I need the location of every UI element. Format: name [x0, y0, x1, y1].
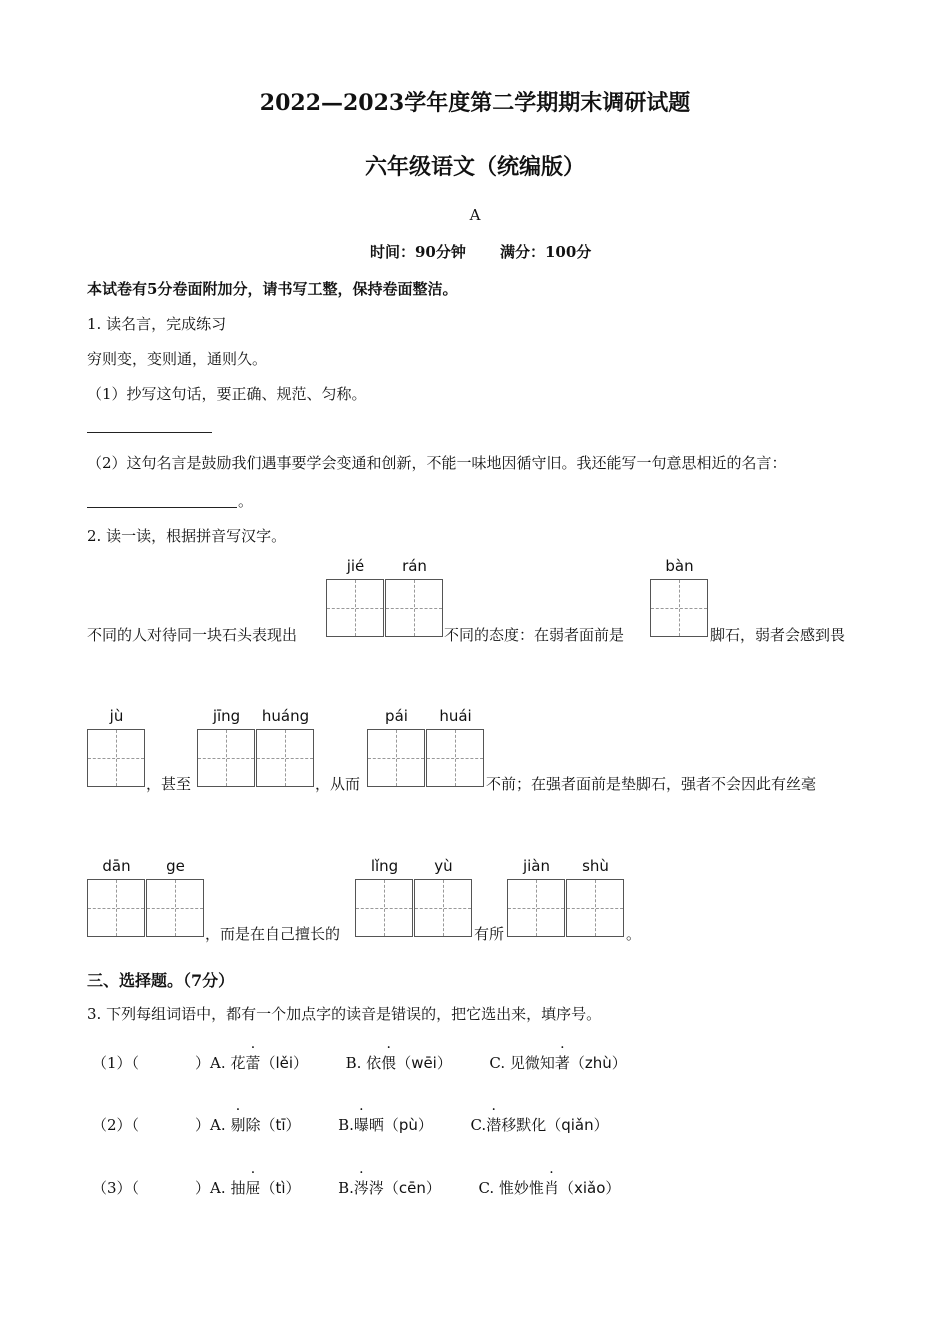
time-label: 时间：90分钟 [370, 243, 466, 261]
q1-title: 1. 读名言，完成练习 [87, 315, 227, 333]
writing-grid[interactable] [507, 879, 565, 937]
writing-grid[interactable] [566, 879, 624, 937]
writing-grid[interactable] [326, 579, 384, 637]
q1-end-mark: 。 [238, 492, 254, 510]
q2-row1-text-2: 不同的态度：在弱者面前是 [444, 626, 625, 644]
pinyin: huáng [261, 707, 310, 725]
q2-title: 2. 读一读，根据拼音写汉字。 [87, 527, 287, 545]
dotted-char: 蕾 [245, 1054, 261, 1072]
q3-item-1 [92, 1052, 627, 1073]
q2-row3-text-2: 有所 [474, 925, 505, 943]
option-b-pinyin: 晒（pù） [368, 1116, 433, 1134]
writing-grid[interactable] [146, 879, 204, 937]
pinyin: ge [166, 857, 185, 875]
option-a-pinyin: （lěi） [260, 1054, 309, 1072]
q1-quote: 穷则变，变则通，通则久。 [87, 350, 268, 368]
q2-row2-text-2: ，从而 [315, 775, 361, 793]
q2-row3-text-3: 。 [626, 925, 642, 943]
writing-grid[interactable] [426, 729, 484, 787]
score-label: 满分：100分 [500, 243, 592, 261]
pinyin: rán [402, 557, 427, 575]
writing-grid[interactable] [414, 879, 472, 937]
dotted-char: 著 [554, 1054, 570, 1072]
writing-grid[interactable] [650, 579, 708, 637]
option-c-pinyin: （xiǎo） [558, 1179, 621, 1197]
writing-grid[interactable] [87, 729, 145, 787]
option-a-label: ）A. [195, 1116, 226, 1134]
dotted-char: 肖 [543, 1179, 559, 1197]
version-label: A [469, 206, 481, 224]
option-a-label: ）A. [195, 1054, 226, 1072]
item-number: （2）（ [92, 1116, 140, 1134]
writing-grid[interactable] [87, 879, 145, 937]
dotted-char: 潜 [486, 1116, 502, 1134]
pinyin: jīng [212, 707, 241, 725]
pinyin: jù [109, 707, 124, 725]
option-b-text: B. [338, 1116, 354, 1134]
option-a-text: 花 [230, 1054, 246, 1072]
q3-item-2 [92, 1114, 609, 1135]
q3-item-3 [92, 1177, 620, 1198]
option-c-text: C. [470, 1116, 487, 1134]
dotted-char: 涔 [353, 1179, 369, 1197]
pinyin: jié [346, 557, 365, 575]
option-b-pinyin: （wēi） [396, 1054, 452, 1072]
page-title: 2022—2023学年度第二学期期末调研试题 [259, 90, 691, 116]
option-a-pinyin: （tì） [260, 1179, 301, 1197]
q1-part1: （1）抄写这句话，要正确、规范、匀称。 [87, 385, 367, 403]
section3-heading: 三、选择题。（7分） [87, 971, 235, 990]
writing-grid[interactable] [367, 729, 425, 787]
dotted-char: 剔 [230, 1116, 246, 1134]
dotted-char: 屉 [245, 1179, 261, 1197]
q3-title: 3. 下列每组词语中，都有一个加点字的读音是错误的，把它选出来，填序号。 [87, 1005, 602, 1023]
page-subtitle: 六年级语文（统编版） [364, 154, 585, 180]
q2-row1-text-3: 脚石，弱者会感到畏 [710, 626, 846, 644]
pinyin: huái [439, 707, 472, 725]
q1-answer-line-1[interactable] [87, 432, 212, 433]
item-number: （1）（ [92, 1054, 140, 1072]
q2-row1-text-1: 不同的人对待同一块石头表现出 [87, 626, 298, 644]
q2-row3-text-1: ，而是在自己擅长的 [205, 925, 341, 943]
writing-grid[interactable] [197, 729, 255, 787]
notice: 本试卷有5分卷面附加分，请书写工整，保持卷面整洁。 [87, 280, 458, 298]
q1-part2: （2）这句名言是鼓励我们遇事要学会变通和创新，不能一味地因循守旧。我还能写一句意思相近的名言： [87, 454, 787, 472]
option-b-text: B. [338, 1179, 354, 1197]
pinyin: bàn [665, 557, 694, 575]
pinyin: jiàn [522, 857, 551, 875]
option-a-text: 抽 [230, 1179, 246, 1197]
item-number: （3）（ [92, 1179, 140, 1197]
q2-row2-text-3: 不前；在强者面前是垫脚石，强者不会因此有丝毫 [486, 775, 817, 793]
dotted-char: 偎 [381, 1054, 397, 1072]
writing-grid[interactable] [256, 729, 314, 787]
option-c-pinyin: （zhù） [569, 1054, 627, 1072]
dotted-char: 曝 [353, 1116, 369, 1134]
option-a-pinyin: 除（tī） [245, 1116, 301, 1134]
option-c-text: C. 惟妙惟 [478, 1179, 544, 1197]
option-b-text: B. 依 [345, 1054, 382, 1072]
pinyin: dān [102, 857, 131, 875]
option-c-text: C. 见微知 [489, 1054, 555, 1072]
option-c-pinyin: 移默化（qiǎn） [501, 1116, 609, 1134]
pinyin: lǐng [370, 857, 399, 875]
option-b-pinyin: 涔（cēn） [368, 1179, 441, 1197]
option-a-label: ）A. [195, 1179, 226, 1197]
q2-row2-text-1: ，甚至 [146, 775, 192, 793]
writing-grid[interactable] [385, 579, 443, 637]
q1-answer-line-2[interactable] [87, 507, 237, 508]
pinyin: shù [582, 857, 609, 875]
pinyin: pái [385, 707, 408, 725]
writing-grid[interactable] [355, 879, 413, 937]
pinyin: yù [434, 857, 453, 875]
